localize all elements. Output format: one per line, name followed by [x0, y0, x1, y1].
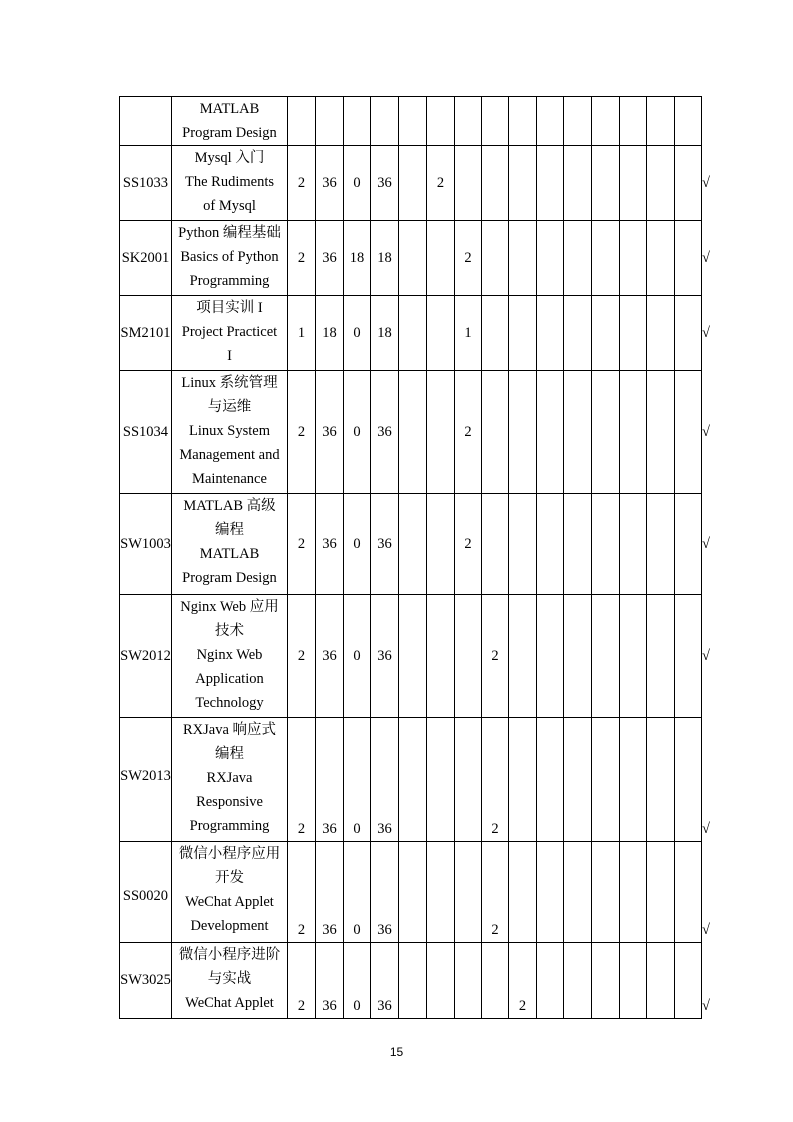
semester-cell [564, 97, 592, 146]
semester-cell [537, 97, 564, 146]
hours-cell: 36 [316, 842, 344, 943]
semester-cell [482, 296, 509, 371]
course-name-cell [172, 296, 288, 371]
semester-cell [399, 718, 427, 842]
course-name-line: Linux System [189, 423, 270, 439]
table-row: SW3025 微信小程序进阶 与实战 WeChat Applet 2 36 0 36 2 √ [120, 943, 702, 1019]
semester-cell [647, 146, 675, 221]
table-row: SS1033 Mysql 入门 The Rudiments of Mysql 2 36 0 36 2 √ [120, 146, 702, 221]
semester-cell [537, 943, 564, 1019]
semester-cell [509, 146, 537, 221]
course-name-cell [172, 595, 288, 718]
course-name-cell [172, 943, 288, 1019]
credits-cell: 2 [288, 371, 316, 494]
semester-cell [620, 842, 647, 943]
semester-cell [427, 595, 455, 718]
semester-cell [564, 371, 592, 494]
table-body [120, 97, 710, 1019]
course-name-line: Mysql 入门 [194, 150, 265, 166]
semester-cell [647, 718, 675, 842]
semester-cell [455, 718, 482, 842]
semester-cell [455, 842, 482, 943]
credits-cell: 1 [288, 296, 316, 371]
semester-cell [399, 494, 427, 595]
lab-hours-cell: 0 [344, 595, 371, 718]
semester-cell [592, 842, 620, 943]
course-name-line: Programming [189, 273, 270, 289]
semester-cell [482, 943, 509, 1019]
table-row [120, 97, 702, 146]
semester-cell [592, 296, 620, 371]
semester-cell [509, 595, 537, 718]
semester-cell [564, 718, 592, 842]
lab-hours-cell: 0 [344, 371, 371, 494]
semester-cell [647, 97, 675, 146]
semester-cell [620, 221, 647, 296]
course-name-line: Program Design [182, 125, 277, 141]
semester-cell [537, 146, 564, 221]
semester-cell [455, 146, 482, 221]
semester-cell [537, 371, 564, 494]
hours-cell: 36 [316, 595, 344, 718]
course-name-line: Nginx Web [196, 647, 263, 663]
course-name-line: MATLAB [199, 546, 260, 562]
semester-cell [399, 97, 427, 146]
lecture-hours-cell: 36 [371, 595, 399, 718]
course-name-line: RXJava 响应式 [182, 722, 277, 738]
lab-hours-cell: 0 [344, 296, 371, 371]
semester-cell [620, 371, 647, 494]
lecture-hours-cell: 36 [371, 371, 399, 494]
hours-cell [316, 97, 344, 146]
lab-hours-cell: 0 [344, 146, 371, 221]
semester-cell [647, 842, 675, 943]
lecture-hours-cell: 36 [371, 842, 399, 943]
semester-cell [482, 97, 509, 146]
semester-cell [675, 842, 702, 943]
table-row: SW1003 MATLAB 高级 编程 MATLAB Program Design 2 36 0 36 2 √ [120, 494, 702, 595]
semester-cell [620, 296, 647, 371]
course-name-line: Linux 系统管理 [181, 375, 278, 391]
semester-cell [592, 718, 620, 842]
semester-cell [537, 221, 564, 296]
semester-cell [399, 296, 427, 371]
semester-cell [537, 494, 564, 595]
course-name-line: Maintenance [192, 471, 267, 487]
semester-cell [620, 943, 647, 1019]
course-name-line: I [227, 348, 232, 364]
semester-cell [509, 494, 537, 595]
semester-cell [564, 842, 592, 943]
course-name-line: Nginx Web 应用 [180, 599, 279, 615]
semester-cell: 2 [482, 718, 509, 842]
semester-cell [620, 97, 647, 146]
course-name-cell [172, 842, 288, 943]
credits-cell: 2 [288, 718, 316, 842]
course-name-line: 微信小程序进阶 [178, 947, 281, 963]
course-name-cell [172, 221, 288, 296]
semester-cell [537, 595, 564, 718]
semester-cell [509, 296, 537, 371]
table-row: SK2001 Python 编程基础 Basics of Python Programming 2 36 18 18 2 √ [120, 221, 702, 296]
semester-cell: 1 [455, 296, 482, 371]
semester-cell [399, 595, 427, 718]
course-name-line: RXJava [206, 770, 253, 786]
credits-cell: 2 [288, 221, 316, 296]
course-name-line: 开发 [215, 870, 244, 886]
table-row: SW2012 Nginx Web 应用 技术 Nginx Web Application Technology 2 36 0 36 2 √ [120, 595, 702, 718]
semester-cell [564, 494, 592, 595]
course-name-line: Development [190, 918, 269, 934]
course-name-cell [172, 718, 288, 842]
course-code-cell: SS0020 [120, 842, 172, 943]
semester-cell [427, 296, 455, 371]
semester-cell: 2 [455, 221, 482, 296]
semester-cell [427, 494, 455, 595]
lab-hours-cell [344, 97, 371, 146]
lab-hours-cell: 0 [344, 943, 371, 1019]
lecture-hours-cell: 36 [371, 494, 399, 595]
course-name-line: 微信小程序应用 [178, 846, 281, 862]
semester-cell: 2 [427, 146, 455, 221]
semester-cell [592, 371, 620, 494]
course-code-cell: SW2012 [120, 595, 172, 718]
semester-cell: 2 [509, 943, 537, 1019]
semester-cell [620, 494, 647, 595]
hours-cell: 36 [316, 146, 344, 221]
course-name-line: 与实战 [207, 971, 252, 987]
lecture-hours-cell: 18 [371, 221, 399, 296]
table-row: SW2013 RXJava 响应式 编程 RXJava Responsive Programming 2 36 0 36 2 √ [120, 718, 702, 842]
semester-cell [647, 221, 675, 296]
semester-cell [647, 595, 675, 718]
semester-cell [564, 146, 592, 221]
semester-cell [675, 371, 702, 494]
course-name-line: WeChat Applet [185, 894, 274, 910]
table-row: SS1034 Linux 系统管理 与运维 Linux System Management and Maintenance 2 36 0 36 2 √ [120, 371, 702, 494]
course-name-line: Technology [195, 695, 264, 711]
course-code-cell: SM2101 [120, 296, 172, 371]
semester-cell [427, 371, 455, 494]
course-name-line: 与运维 [207, 399, 252, 415]
course-name-line: Basics of Python [180, 249, 279, 265]
semester-cell [620, 146, 647, 221]
semester-cell [675, 494, 702, 595]
lecture-hours-cell: 36 [371, 943, 399, 1019]
semester-cell: 2 [455, 371, 482, 494]
semester-cell [675, 296, 702, 371]
semester-cell [399, 221, 427, 296]
semester-cell [509, 97, 537, 146]
lecture-hours-cell: 18 [371, 296, 399, 371]
course-name-line: 项目实训 I [196, 300, 263, 316]
course-name-line: Application [195, 671, 264, 687]
semester-cell [675, 595, 702, 718]
semester-cell [647, 296, 675, 371]
semester-cell [592, 221, 620, 296]
course-name-line: of Mysql [203, 198, 256, 214]
semester-cell [399, 371, 427, 494]
semester-cell [455, 595, 482, 718]
semester-cell [564, 296, 592, 371]
semester-cell [675, 718, 702, 842]
semester-cell [509, 842, 537, 943]
credits-cell: 2 [288, 943, 316, 1019]
course-name-cell [172, 494, 288, 595]
lecture-hours-cell [371, 97, 399, 146]
page-number: 15 [389, 1045, 404, 1059]
credits-cell: 2 [288, 146, 316, 221]
semester-cell [647, 943, 675, 1019]
semester-cell [455, 943, 482, 1019]
course-code-cell: SW1003 [120, 494, 172, 595]
semester-cell [455, 97, 482, 146]
hours-cell: 36 [316, 494, 344, 595]
semester-cell [427, 221, 455, 296]
course-code-cell: SK2001 [120, 221, 172, 296]
semester-cell [592, 97, 620, 146]
course-code-cell: SS1033 [120, 146, 172, 221]
credits-cell: 2 [288, 595, 316, 718]
hours-cell: 36 [316, 943, 344, 1019]
table-row: SS0020 微信小程序应用 开发 WeChat Applet Development 2 36 0 36 2 √ [120, 842, 702, 943]
course-name-line: MATLAB 高级 [183, 498, 276, 514]
semester-cell [399, 842, 427, 943]
semester-cell [482, 371, 509, 494]
course-name-line: Programming [189, 818, 270, 834]
semester-cell [537, 842, 564, 943]
course-name-line: 技术 [215, 623, 244, 639]
lab-hours-cell: 0 [344, 494, 371, 595]
credits-cell [288, 97, 316, 146]
hours-cell: 36 [316, 371, 344, 494]
semester-cell [592, 146, 620, 221]
course-code-cell: SW3025 [120, 943, 172, 1019]
semester-cell [482, 221, 509, 296]
semester-cell [482, 146, 509, 221]
semester-cell [399, 943, 427, 1019]
lecture-hours-cell: 36 [371, 718, 399, 842]
semester-cell [537, 718, 564, 842]
lab-hours-cell: 18 [344, 221, 371, 296]
semester-cell [427, 718, 455, 842]
credits-cell: 2 [288, 494, 316, 595]
semester-cell [537, 296, 564, 371]
semester-cell [620, 718, 647, 842]
semester-cell [620, 595, 647, 718]
semester-cell [564, 221, 592, 296]
semester-cell [675, 97, 702, 146]
semester-cell [427, 842, 455, 943]
semester-cell [592, 943, 620, 1019]
table-row: SM2101 项目实训 I Project Practicet I 1 18 0 18 1 √ [120, 296, 702, 371]
course-name-line: Python 编程基础 [178, 225, 281, 241]
semester-cell [564, 943, 592, 1019]
semester-cell [647, 371, 675, 494]
course-name-line: Program Design [182, 570, 277, 586]
course-name-line: The Rudiments [184, 174, 274, 190]
semester-cell [482, 494, 509, 595]
semester-cell [675, 943, 702, 1019]
hours-cell: 36 [316, 221, 344, 296]
semester-cell: 2 [482, 842, 509, 943]
semester-cell [564, 595, 592, 718]
course-name-line: Project Practicet [181, 324, 278, 340]
semester-cell: 2 [482, 595, 509, 718]
semester-cell [647, 494, 675, 595]
semester-cell [592, 595, 620, 718]
hours-cell: 36 [316, 718, 344, 842]
hours-cell: 18 [316, 296, 344, 371]
course-code-cell [120, 97, 172, 146]
semester-cell [427, 97, 455, 146]
course-name-line: WeChat Applet [185, 995, 274, 1011]
semester-cell [509, 718, 537, 842]
semester-cell [427, 943, 455, 1019]
course-code-cell: SW2013 [120, 718, 172, 842]
course-name-line: 编程 [215, 746, 244, 762]
lab-hours-cell: 0 [344, 842, 371, 943]
semester-cell [675, 146, 702, 221]
semester-cell [509, 371, 537, 494]
course-name-cell [172, 371, 288, 494]
course-code-cell: SS1034 [120, 371, 172, 494]
course-name-line: 编程 [215, 522, 244, 538]
semester-cell: 2 [455, 494, 482, 595]
course-name-line: Responsive [196, 794, 263, 810]
course-name-cell [172, 97, 288, 146]
lab-hours-cell: 0 [344, 718, 371, 842]
semester-cell [509, 221, 537, 296]
course-name-line: Management and [179, 447, 280, 463]
semester-cell [592, 494, 620, 595]
semester-cell [399, 146, 427, 221]
course-name-line: MATLAB [199, 101, 260, 117]
lecture-hours-cell: 36 [371, 146, 399, 221]
course-table [119, 96, 710, 1019]
semester-cell [675, 221, 702, 296]
credits-cell: 2 [288, 842, 316, 943]
course-name-cell [172, 146, 288, 221]
